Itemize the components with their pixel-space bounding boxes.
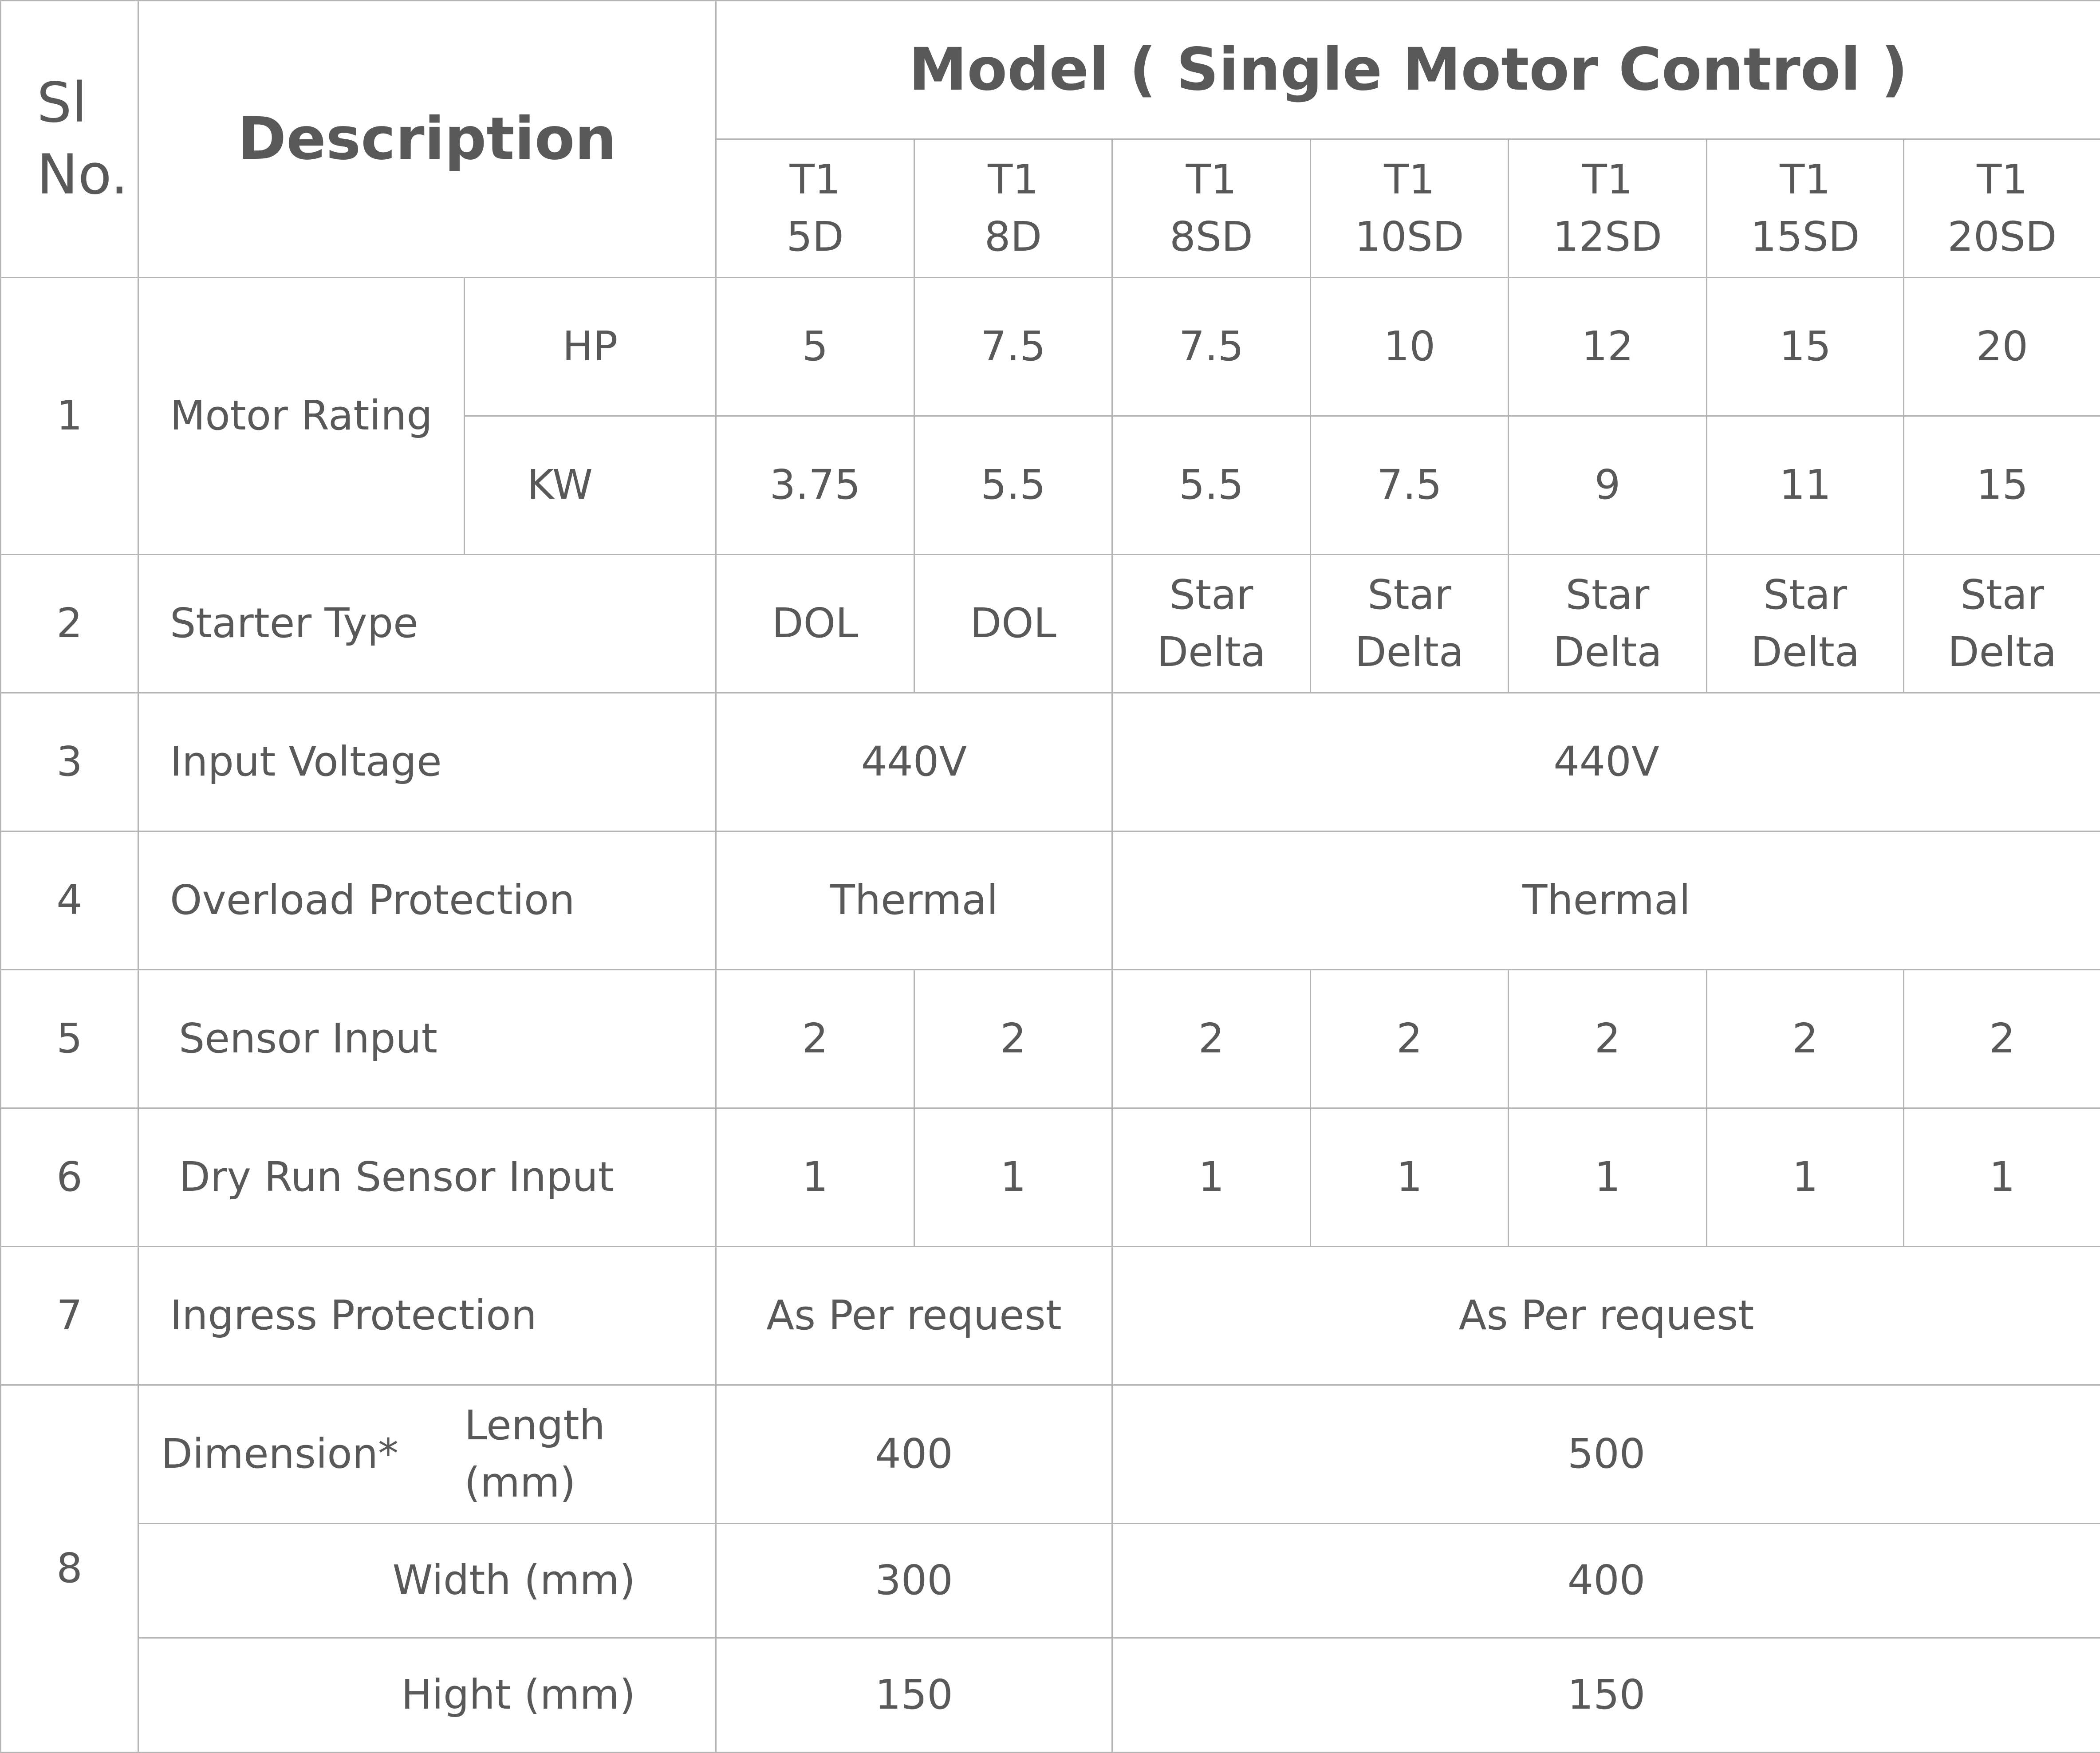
row-sl-no: 4 (1, 831, 138, 970)
table-cell-group-b: 440V (1112, 693, 2100, 831)
model-group-header (716, 1, 2100, 139)
table-cell-group-b: 400 (1112, 1524, 2100, 1638)
length-label: Length (mm) (465, 1385, 716, 1524)
table-cell: 2 (914, 970, 1112, 1108)
description-header-text: Description (238, 105, 617, 173)
table-row (1, 278, 2100, 416)
table-row (1, 1524, 2100, 1638)
row-label: Overload Protection (138, 831, 716, 970)
row-sl-no: 7 (1, 1247, 138, 1385)
sl-no-header (1, 1, 138, 278)
model-line2: 10SD (1311, 209, 1508, 266)
table-cell-group-a: 400 (716, 1385, 1112, 1524)
header-row-group (1, 1, 2100, 139)
table-cell-group-b: 500 (1112, 1385, 2100, 1524)
row-label: Sensor Input (138, 970, 716, 1108)
table-cell: 1 (716, 1108, 914, 1247)
table-cell (716, 555, 914, 693)
row-sl-no: 3 (1, 693, 138, 831)
table-cell: 2 (1904, 970, 2100, 1108)
height-label: Hight (mm) (138, 1638, 716, 1753)
row-sl-no: 1 (1, 278, 138, 555)
table-cell: 5.5 (1112, 416, 1311, 555)
table-cell (1904, 555, 2100, 693)
cell-line2: Delta (1904, 624, 2100, 681)
row-sl-no: 2 (1, 555, 138, 693)
model-line2: 8SD (1113, 209, 1310, 266)
model-line2: 15SD (1707, 209, 1903, 266)
table-cell: 11 (1707, 416, 1904, 555)
model-line1: T1 (1113, 151, 1310, 209)
cell-line2: Delta (1113, 624, 1310, 681)
cell-line1: Star (1509, 567, 1706, 624)
row-sl-no: 6 (1, 1108, 138, 1247)
model-line1: T1 (1904, 151, 2100, 209)
table-cell: 1 (1112, 1108, 1311, 1247)
table-cell: 7.5 (1311, 416, 1509, 555)
model-line1: T1 (717, 151, 914, 209)
hp-sublabel: HP (465, 278, 716, 416)
table-cell: 2 (1509, 970, 1707, 1108)
row-sl-no: 8 (1, 1385, 138, 1753)
model-line2: 5D (717, 209, 914, 266)
model-group-header-text: Model ( Single Motor Control ) (909, 35, 1908, 104)
table-cell: 7.5 (914, 278, 1112, 416)
table-cell (1509, 555, 1707, 693)
table-cell: 5.5 (914, 416, 1112, 555)
cell-line1: DOL (915, 595, 1111, 652)
dimension-label: Dimension* (138, 1385, 465, 1524)
row-label: Dry Run Sensor Input (138, 1108, 716, 1247)
table-cell: 7.5 (1112, 278, 1311, 416)
table-cell: 1 (1904, 1108, 2100, 1247)
table-cell: 10 (1311, 278, 1509, 416)
table-cell: 2 (1311, 970, 1509, 1108)
cell-line2: Delta (1509, 624, 1706, 681)
cell-line1: Star (1311, 567, 1508, 624)
table-cell-group-a: As Per request (716, 1247, 1112, 1385)
table-cell: 5 (716, 278, 914, 416)
table-cell (914, 555, 1112, 693)
table-cell: 15 (1904, 416, 2100, 555)
table-cell-group-a: Thermal (716, 831, 1112, 970)
model-header (1904, 139, 2100, 278)
table-row (1, 1247, 2100, 1385)
table-cell: 1 (1509, 1108, 1707, 1247)
table-row (1, 693, 2100, 831)
sl-no-header-line1: Sl (37, 67, 138, 139)
sl-no-header-line2: No. (37, 139, 138, 211)
model-header (1707, 139, 1904, 278)
row-sl-no: 5 (1, 970, 138, 1108)
table-row (1, 831, 2100, 970)
table-row (1, 970, 2100, 1108)
cell-line1: Star (1707, 567, 1903, 624)
cell-line2: Delta (1311, 624, 1508, 681)
table-cell: 2 (716, 970, 914, 1108)
table-cell-group-b: 150 (1112, 1638, 2100, 1753)
model-header (1112, 139, 1311, 278)
table-cell (1707, 555, 1904, 693)
table-cell: 1 (1311, 1108, 1509, 1247)
cell-line1: Star (1113, 567, 1310, 624)
table-row (1, 1385, 2100, 1524)
table-cell: 15 (1707, 278, 1904, 416)
table-cell: 3.75 (716, 416, 914, 555)
row-label: Starter Type (138, 555, 716, 693)
model-header (1509, 139, 1707, 278)
cell-line2: Delta (1707, 624, 1903, 681)
model-header (914, 139, 1112, 278)
table-row (1, 1638, 2100, 1753)
table-cell-group-b: Thermal (1112, 831, 2100, 970)
row-label: Ingress Protection (138, 1247, 716, 1385)
model-header (1311, 139, 1509, 278)
model-header (716, 139, 914, 278)
table-cell: 1 (1707, 1108, 1904, 1247)
row-label: Motor Rating (138, 278, 465, 555)
row-label: Input Voltage (138, 693, 716, 831)
table-cell (1112, 555, 1311, 693)
table-cell-group-a: 440V (716, 693, 1112, 831)
model-line2: 8D (915, 209, 1111, 266)
model-line2: 20SD (1904, 209, 2100, 266)
table-cell: 2 (1112, 970, 1311, 1108)
table-cell: 2 (1707, 970, 1904, 1108)
cell-line1: DOL (717, 595, 914, 652)
cell-line1: Star (1904, 567, 2100, 624)
table-cell-group-b: As Per request (1112, 1247, 2100, 1385)
table-cell: 9 (1509, 416, 1707, 555)
width-label: Width (mm) (138, 1524, 716, 1638)
table-cell: 20 (1904, 278, 2100, 416)
table-row (1, 1108, 2100, 1247)
table-row (1, 555, 2100, 693)
model-line1: T1 (1311, 151, 1508, 209)
table-cell-group-a: 300 (716, 1524, 1112, 1638)
model-line1: T1 (915, 151, 1111, 209)
table-cell-group-a: 150 (716, 1638, 1112, 1753)
kw-sublabel: KW (465, 416, 716, 555)
model-line1: T1 (1509, 151, 1706, 209)
model-line2: 12SD (1509, 209, 1706, 266)
table-cell (1311, 555, 1509, 693)
table-cell: 12 (1509, 278, 1707, 416)
description-header (138, 1, 716, 278)
model-line1: T1 (1707, 151, 1903, 209)
table-cell: 1 (914, 1108, 1112, 1247)
